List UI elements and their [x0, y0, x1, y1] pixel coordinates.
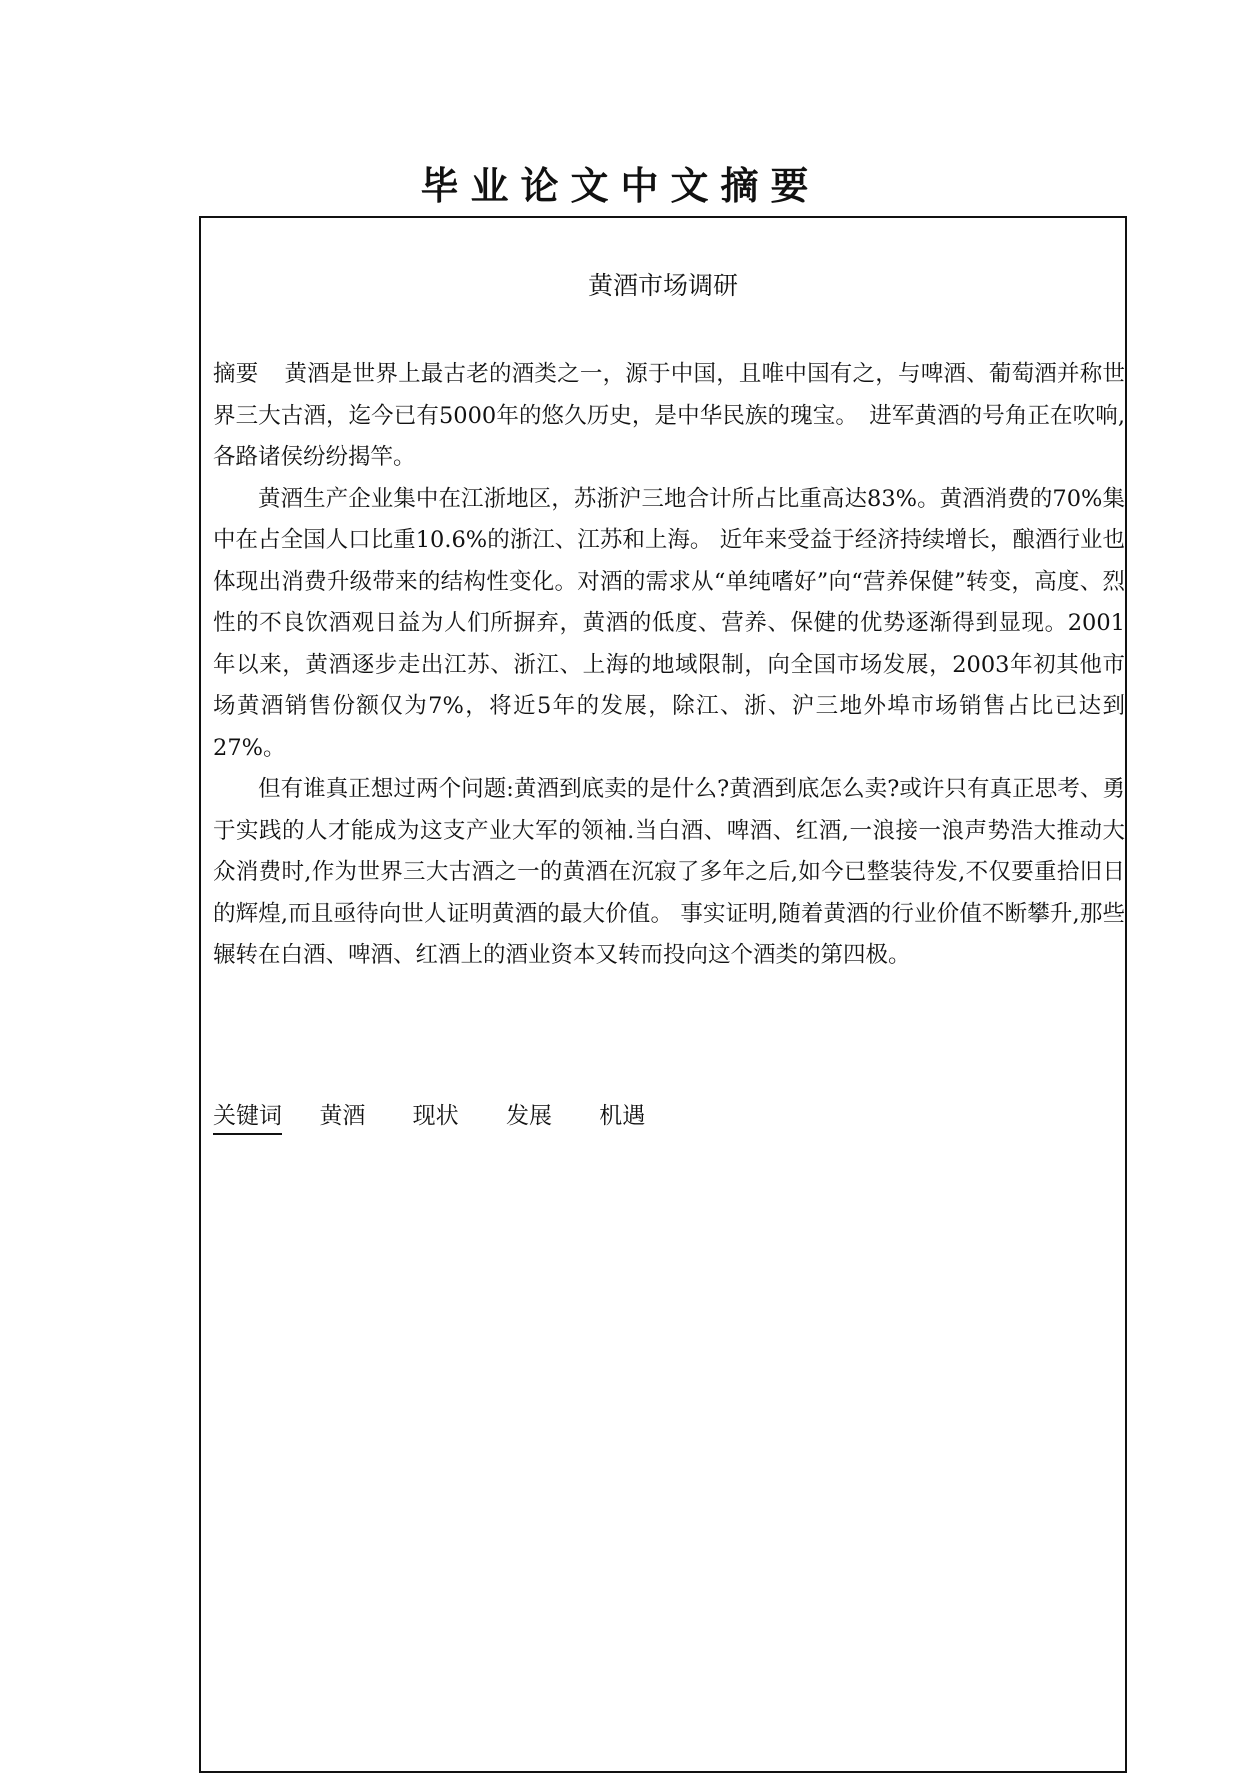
abstract-paragraph-3: 但有谁真正想过两个问题:黄酒到底卖的是什么?黄酒到底怎么卖?或许只有真正思考、勇于实践的人才能成为这支产业大军的领袖.当白酒、啤酒、红酒,一浪接一浪声势浩大推动大众消费时,作为世界三大古酒之一的黄酒在沉寂了多年之后,如今已整装待发,不仅要重拾旧日的辉煌,而且亟待向世人证明黄酒的最大价值。 事实证明,随着黄酒的行业价值不断攀升,那些辗转在白酒、啤酒、红酒上的酒业资本又转而投向这个酒类的第四极。 — [213, 776, 1125, 968]
keyword-item: 机遇 — [599, 1103, 646, 1129]
abstract-body — [213, 354, 1125, 977]
keyword-item: 黄酒 — [319, 1103, 366, 1129]
abstract-paragraph-1 — [213, 354, 1125, 479]
paper-title: 黄酒市场调研 — [587, 271, 738, 300]
abstract-label: 摘要 — [213, 361, 259, 387]
abstract-text-1: 黄酒是世界上最古老的酒类之一，源于中国，且唯中国有之，与啤酒、葡萄酒并称世界三大古酒，迄今已有5000年的悠久历史，是中华民族的瑰宝。 进军黄酒的号角正在吹响,各路诸侯纷纷揭竿。 — [213, 361, 1125, 470]
keywords-label: 关键词 — [213, 1099, 282, 1135]
keywords-row — [213, 1096, 685, 1136]
abstract-paragraph-2: 黄酒生产企业集中在江浙地区，苏浙沪三地合计所占比重高达83%。黄酒消费的70%集中在占全国人口比重10.6%的浙江、江苏和上海。 近年来受益于经济持续增长，酿酒行业也体现出消费升级带来的结构性变化。对酒的需求从“单纯嗜好”向“营养保健”转变，高度、烈性的不良饮酒观日益为人们所摒弃，黄酒的低度、营养、保健的优势逐渐得到显现。2001年以来，黄酒逐步走出江苏、浙江、上海的地域限制，向全国市场发展，2003年初其他市场黄酒销售份额仅为7%，将近5年的发展，除江、浙、沪三地外埠市场销售占比已达到27%。 — [213, 485, 1125, 761]
keyword-item: 发展 — [505, 1103, 552, 1129]
keyword-item: 现状 — [412, 1103, 459, 1129]
page-heading: 毕业论文中文摘要 — [420, 164, 821, 208]
abstract-frame — [199, 216, 1127, 1773]
